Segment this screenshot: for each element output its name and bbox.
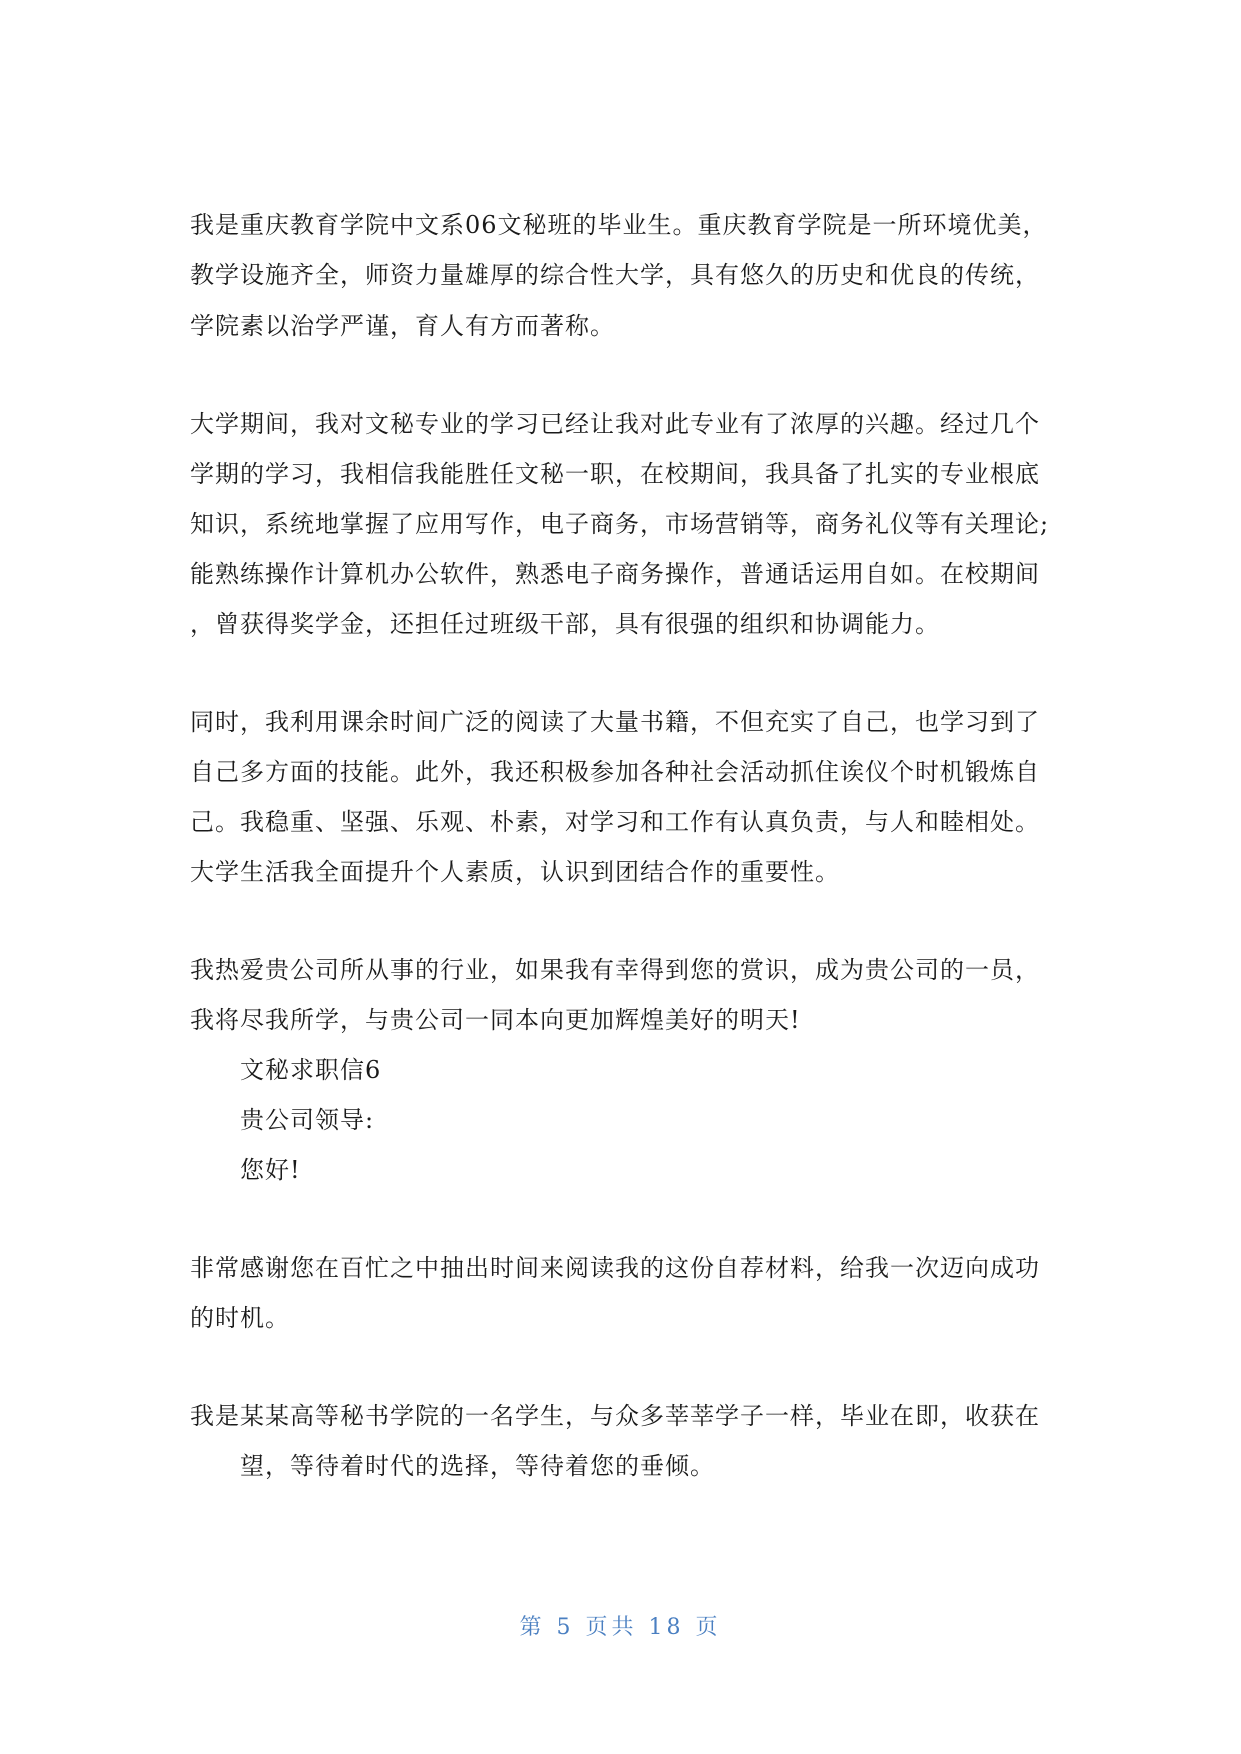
body-text-line: 自己多方面的技能。此外，我还积极参加各种社会活动抓住诶仪个时机锻炼自 (190, 758, 1040, 786)
body-text-line: 大学生活我全面提升个人素质，认识到团结合作的重要性。 (190, 858, 840, 886)
body-text-line: 大学期间，我对文秘专业的学习已经让我对此专业有了浓厚的兴趣。经过几个 (190, 410, 1040, 438)
greeting: 您好! (240, 1156, 301, 1184)
body-text-line: 能熟练操作计算机办公软件，熟悉电子商务操作，普通话运用自如。在校期间 (190, 560, 1040, 588)
body-text-line: 非常感谢您在百忙之中抽出时间来阅读我的这份自荐材料，给我一次迈向成功 (190, 1254, 1040, 1282)
body-text-line: 己。我稳重、坚强、乐观、朴素，对学习和工作有认真负责，与人和睦相处。 (190, 808, 1040, 836)
body-text-line: 学院素以治学严谨，育人有方而著称。 (190, 312, 615, 340)
body-text-line: 我将尽我所学，与贵公司一同本向更加辉煌美好的明天! (190, 1006, 801, 1034)
body-text-line: ，曾获得奖学金，还担任过班级干部，具有很强的组织和协调能力。 (190, 610, 940, 638)
body-text-line: 我是某某高等秘书学院的一名学生，与众多莘莘学子一样，毕业在即，收获在 (190, 1402, 1040, 1430)
body-text-line: 学期的学习，我相信我能胜任文秘一职，在校期间，我具备了扎实的专业根底 (190, 460, 1040, 488)
body-text-line: 知识，系统地掌握了应用写作，电子商务，市场营销等，商务礼仪等有关理论; (190, 510, 1050, 538)
body-text-line: 我是重庆教育学院中文系06文秘班的毕业生。重庆教育学院是一所环境优美， (190, 211, 1048, 239)
body-text-line: 教学设施齐全，师资力量雄厚的综合性大学，具有悠久的历史和优良的传统， (190, 261, 1040, 289)
salutation: 贵公司领导: (240, 1106, 375, 1134)
letter-title: 文秘求职信6 (240, 1056, 382, 1084)
body-text-line: 同时，我利用课余时间广泛的阅读了大量书籍，不但充实了自己，也学习到了 (190, 708, 1040, 736)
body-text-line: 的时机。 (190, 1304, 290, 1332)
body-text-line: 望，等待着时代的选择，等待着您的垂倾。 (240, 1452, 715, 1480)
body-text-line: 我热爱贵公司所从事的行业，如果我有幸得到您的赏识，成为贵公司的一员， (190, 956, 1040, 984)
page-number-footer: 第 5 页共 18 页 (519, 1615, 722, 1640)
